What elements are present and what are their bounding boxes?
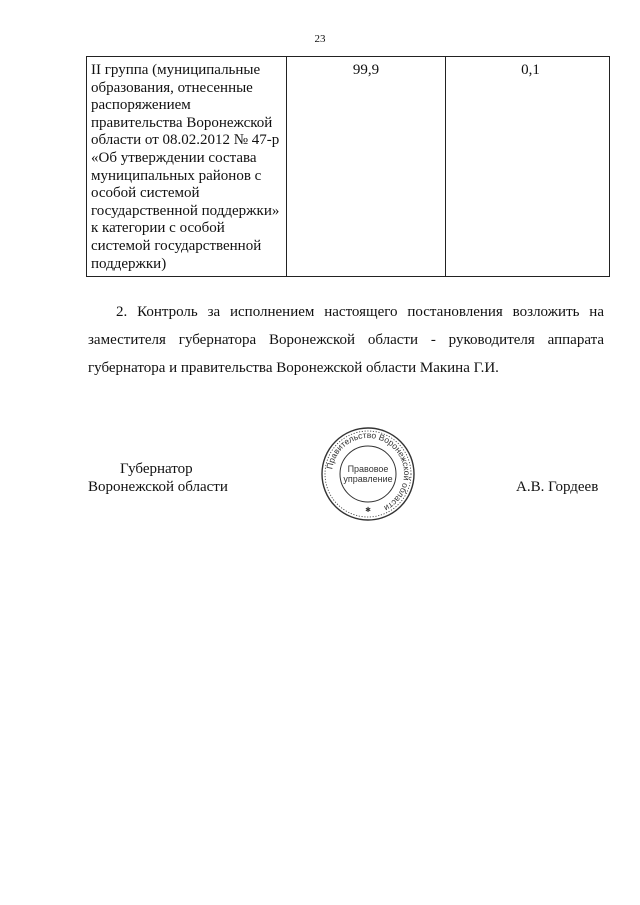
control-paragraph-line-3: губернатора и правительства Воронежской области Макина Г.И. [88,360,499,376]
group-description: II группа (муниципальные образования, отнесенные распоряжением правительства Воронежской области от 08.02.2012 № 47-р «Об утверждении состава муниципальных районов с особой системой государственной поддержки» к категории с особой системой государственной поддержки) [91,62,280,272]
stamp-inner-line-1: Правовое [347,464,389,474]
control-paragraph-line-1: 2. Контроль за исполнением настоящего постановления возложить на [116,304,604,320]
value-cell-1 [287,57,446,277]
stamp-inner-line-2: управление [343,474,393,484]
stamp-outer-text: Правительство Воронежской области [324,429,413,514]
page-number: 23 [314,33,326,45]
table-row [87,57,610,277]
value-2: 0,1 [521,62,540,78]
official-stamp [318,424,418,524]
control-paragraph-line-2: заместителя губернатора Воронежской области - руководителя аппарата [88,332,604,348]
signer-organization: Воронежской области [88,479,228,495]
signer-name: А.В. Гордеев [516,479,599,495]
distribution-table [86,56,610,277]
value-1: 99,9 [352,62,380,78]
value-cell-2 [446,57,610,277]
stamp-star-icon: ✱ [365,506,371,514]
group-cell [87,57,287,277]
signer-title: Губернатор [120,461,193,477]
